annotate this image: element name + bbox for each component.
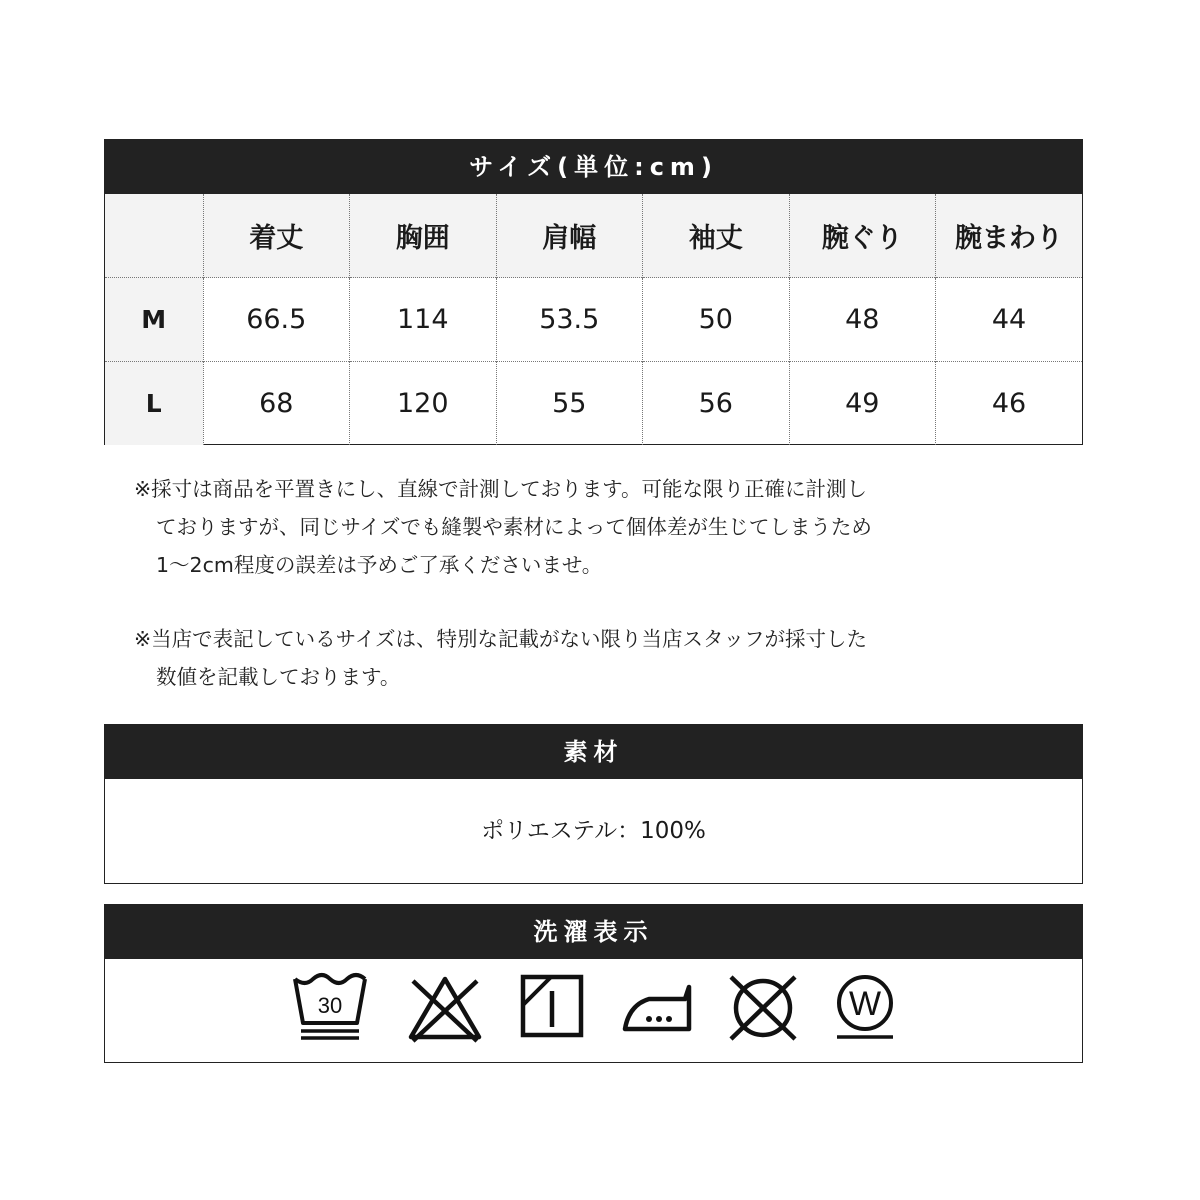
measurement-note (134, 470, 1034, 584)
material-title: 素材 (105, 725, 1082, 779)
size-table-section (104, 139, 1083, 445)
note-line: ※当店で表記しているサイズは、特別な記載がない限り当店スタッフが採寸した (134, 627, 868, 651)
size-label: L (105, 362, 203, 446)
column-header: 腕まわり (936, 194, 1083, 278)
wet-clean-icon (833, 971, 897, 1045)
column-header: 袖丈 (643, 194, 790, 278)
column-header: 着丈 (203, 194, 350, 278)
column-header: 肩幅 (496, 194, 643, 278)
material-text: ポリエステル：100% (481, 818, 706, 844)
table-cell: 50 (643, 278, 790, 362)
size-table-header-row (105, 194, 1082, 278)
table-cell: 44 (936, 278, 1083, 362)
table-cell: 56 (643, 362, 790, 446)
washing-icons (105, 959, 1082, 1062)
table-row (105, 362, 1082, 446)
table-cell: 120 (350, 362, 497, 446)
table-cell: 49 (789, 362, 936, 446)
note-line: ておりますが、同じサイズでも縫製や素材によって個体差が生じてしまうため (156, 515, 872, 539)
wash-30-gentle-icon (291, 971, 369, 1045)
note-line: 数値を記載しております。 (156, 665, 401, 689)
no-bleach-icon (405, 971, 485, 1045)
note-line: ※採寸は商品を平置きにし、直線で計測しております。可能な限り正確に計測し (134, 477, 868, 501)
note-line: 1～2cm程度の誤差は予めご了承くださいませ。 (156, 553, 603, 577)
table-cell: 53.5 (496, 278, 643, 362)
material-section (104, 724, 1083, 884)
size-table-title: サイズ(単位:cm) (105, 140, 1082, 194)
size-table (105, 194, 1082, 445)
size-label: M (105, 278, 203, 362)
size-source-note (134, 620, 1034, 696)
column-header: 胸囲 (350, 194, 497, 278)
column-header: 腕ぐり (789, 194, 936, 278)
table-cell: 114 (350, 278, 497, 362)
table-cell: 48 (789, 278, 936, 362)
no-dry-clean-icon (723, 971, 803, 1045)
table-cell: 68 (203, 362, 350, 446)
wet-clean-label: W (848, 985, 882, 1023)
line-dry-shade-icon (519, 971, 585, 1041)
table-cell: 66.5 (203, 278, 350, 362)
wash-temp-label: 30 (317, 993, 343, 1018)
corner-cell (105, 194, 203, 278)
washing-title: 洗濯表示 (105, 905, 1082, 959)
washing-section (104, 904, 1083, 1063)
table-cell: 46 (936, 362, 1083, 446)
table-cell: 55 (496, 362, 643, 446)
iron-low-temp-icon (619, 971, 697, 1041)
table-row (105, 278, 1082, 362)
